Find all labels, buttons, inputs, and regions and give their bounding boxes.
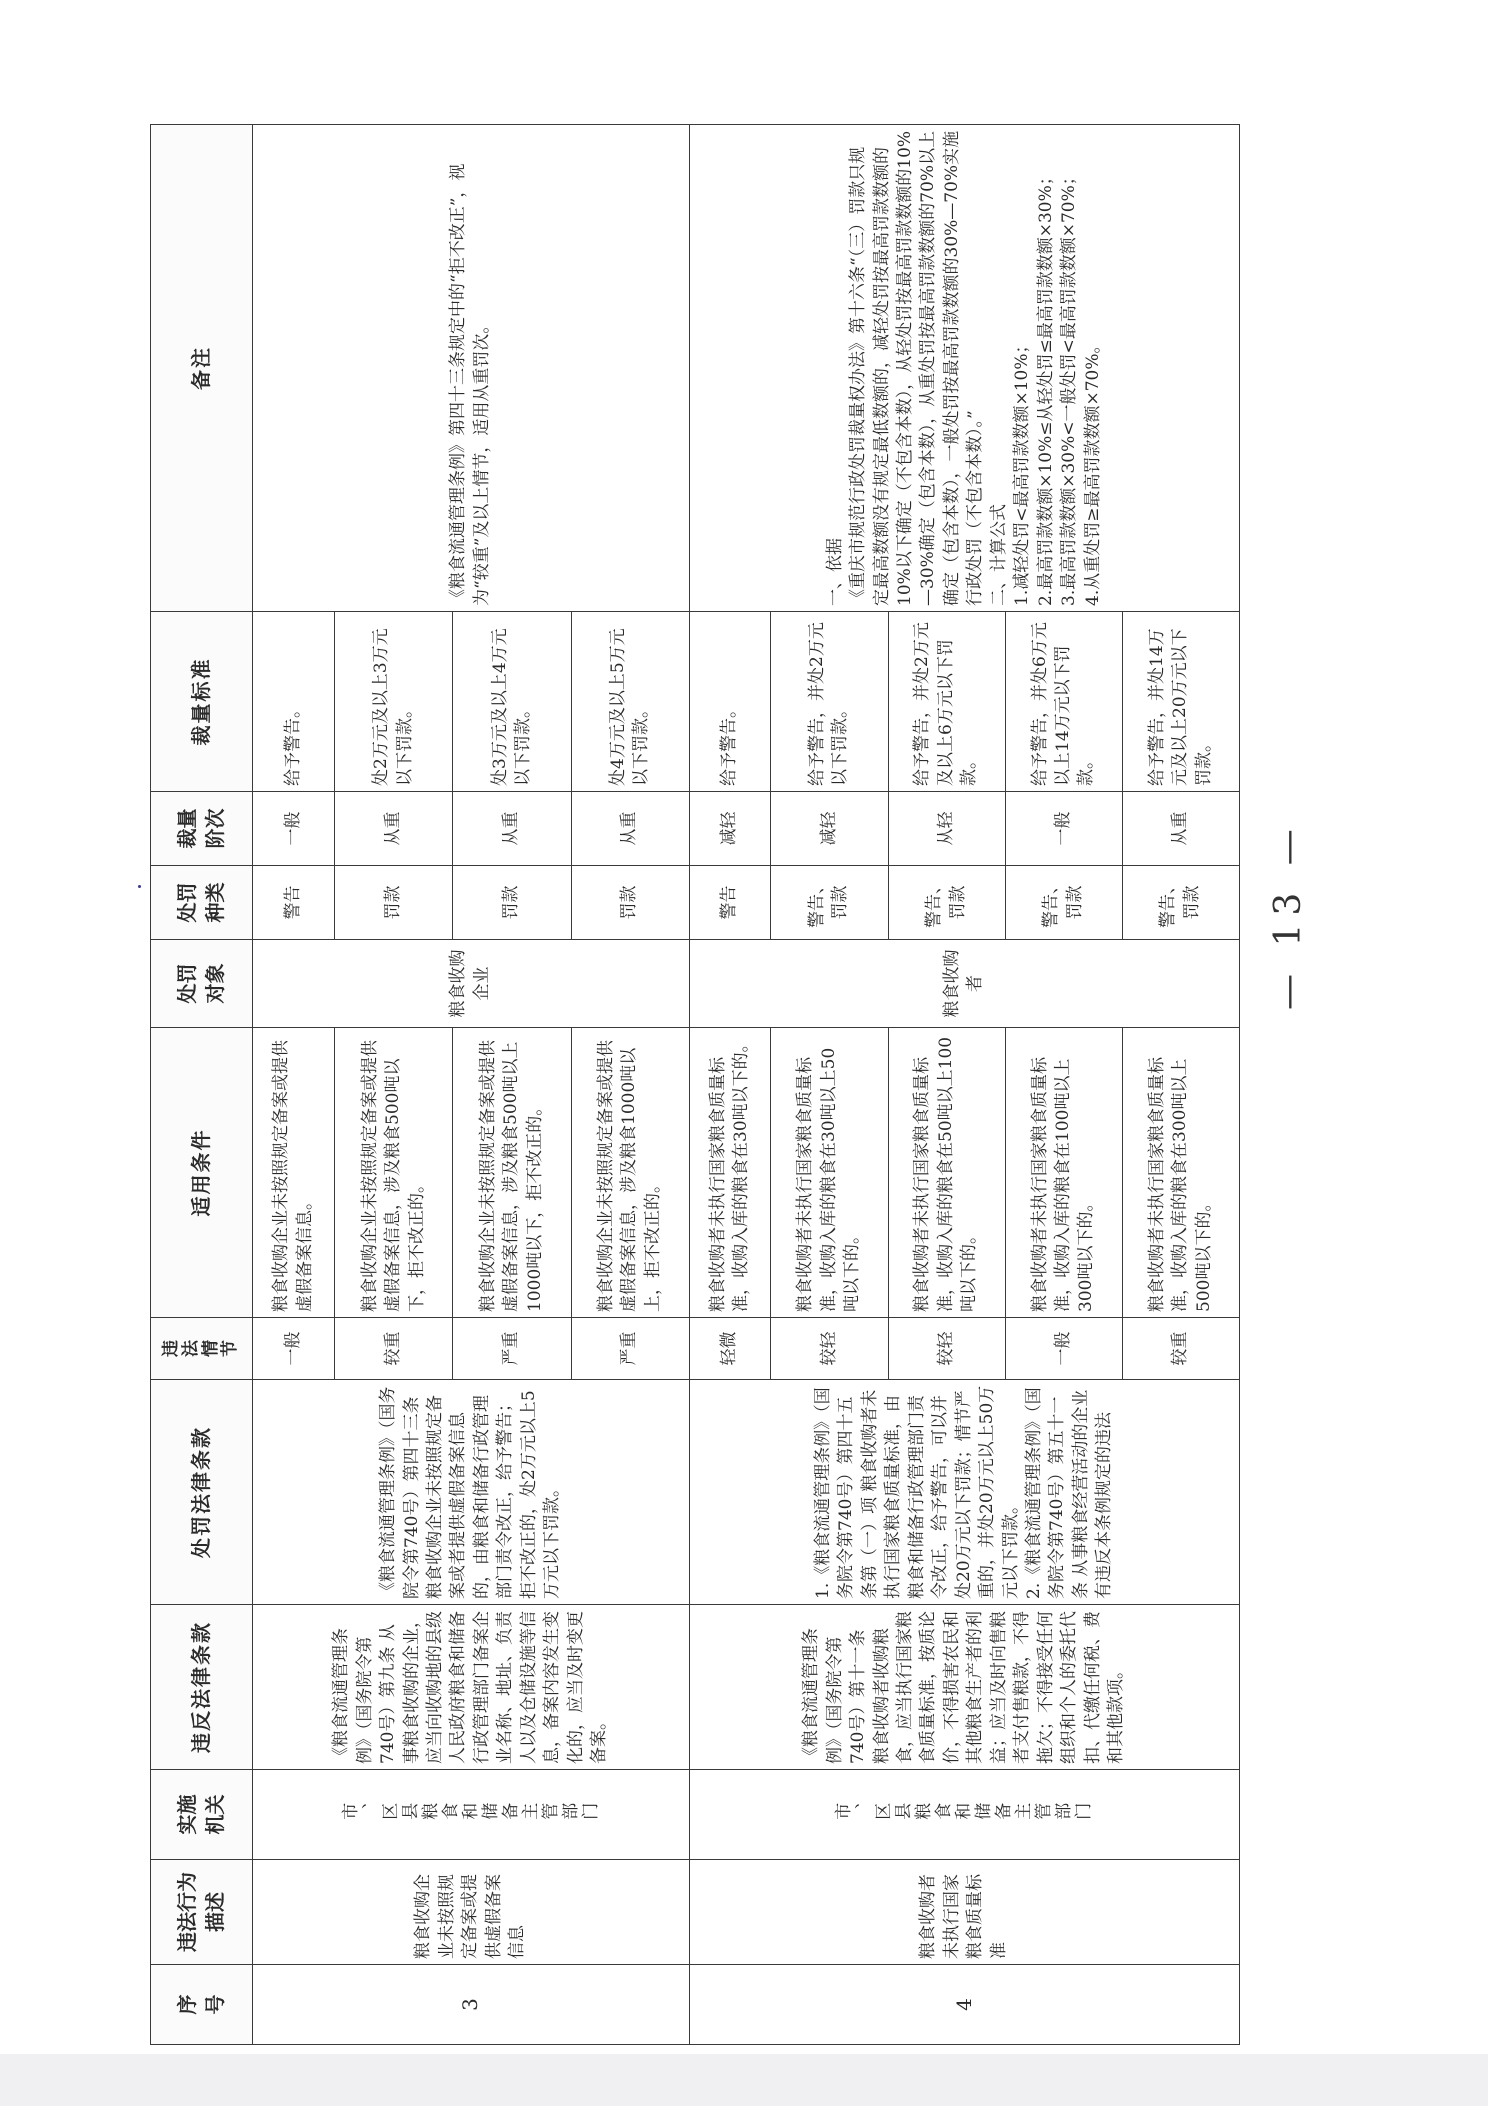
remarks-line: 4.从重处罚≥最高罚款数额×70%。 — [1082, 336, 1103, 606]
circumstance-cell: 较轻 — [771, 1318, 888, 1380]
violated-cell: 《粮食流通管理条例》（国务院令第740号）第十一条 粮食收购者收购粮食，应当执行国家粮食质量标准，按质论价，不得损害农民和其他粮食生产者的利益；应当及时向售粮者支付售粮款，不得拖欠；不得接受任何组织和个人的委托代扣、代缴任何税、费和其他款项。 — [689, 1605, 1239, 1770]
standard-cell: 给予警告，并处14万元及以上20万元以下罚款。 — [1122, 612, 1239, 792]
header-standard: 裁量标准 — [151, 612, 253, 792]
level-cell: 减轻 — [689, 792, 771, 866]
header-agency: 实施 机关 — [151, 1770, 253, 1860]
circumstance-cell: 较重 — [1122, 1318, 1239, 1380]
condition-cell: 粮食收购企业未按照规定备案或提供虚假备案信息，涉及粮食500吨以上1000吨以下，拒不改正的。 — [453, 1028, 571, 1318]
circumstance-cell: 轻微 — [689, 1318, 771, 1380]
level-cell: 从轻 — [888, 792, 1005, 866]
remarks-line: 3.最高罚款数额×30%<一般处罚<最高罚款数额×70%； — [1059, 168, 1080, 606]
remarks-line: 1.减轻处罚<最高罚款数额×10%； — [1012, 336, 1033, 606]
penalty-basis-cell: 《粮食流通管理条例》（国务院令第740号）第四十三条 粮食收购企业未按照规定备案或者提供虚假备案信息的，由粮食和储备行政管理部门责令改正，给予警告；拒不改正的，处2万元以上5万元以下罚款。 — [253, 1380, 690, 1605]
seq-cell: 4 — [689, 1965, 1239, 2045]
target-cell: 粮食收购企业 — [253, 940, 690, 1028]
type-cell: 警告 — [253, 866, 335, 940]
target-cell: 粮食收购者 — [689, 940, 1239, 1028]
level-cell: 从重 — [335, 792, 453, 866]
circumstance-cell: 严重 — [453, 1318, 571, 1380]
header-seq: 序 号 — [151, 1965, 253, 2045]
level-cell: 从重 — [1122, 792, 1239, 866]
header-violated: 违反法律条款 — [151, 1605, 253, 1770]
condition-cell: 粮食收购者未执行国家粮食质量标准，收购入库的粮食在50吨以上100吨以下的。 — [888, 1028, 1005, 1318]
level-cell: 从重 — [571, 792, 689, 866]
remarks-cell — [689, 125, 1239, 612]
standard-cell: 给予警告，并处2万元以下罚款。 — [771, 612, 888, 792]
penalty-basis-cell: 1.《粮食流通管理条例》（国务院令第740号）第四十五条第（一）项 粮食收购者未执行国家粮食质量标准，由粮食和储备行政管理部门责令改正，给予警告，可以并处20万元以下罚款；情节严重的，并处20万元以上50万元以下罚款。 2.《粮食流通管理条例》（国务院令第740号）第五十一条 从事粮食经营活动的企业有违反本条例规定的违法 — [689, 1380, 1239, 1605]
standard-cell: 给予警告，并处6万元以上14万元以下罚款。 — [1005, 612, 1122, 792]
circumstance-cell: 较轻 — [888, 1318, 1005, 1380]
rotated-table-wrapper — [150, 130, 1240, 2045]
remarks-line: 二、计算公式 — [988, 504, 1009, 606]
penalty-discretion-table — [150, 124, 1240, 2045]
agency-cell: 市、区县粮食和储备主管部门 — [689, 1770, 1239, 1860]
condition-cell: 粮食收购者未执行国家粮食质量标准，收购入库的粮食在100吨以上300吨以下的。 — [1005, 1028, 1122, 1318]
header-target: 处罚 对象 — [151, 940, 253, 1028]
circumstance-cell: 一般 — [253, 1318, 335, 1380]
condition-cell: 粮食收购企业未按照规定备案或提供虚假备案信息，涉及粮食500吨以下，拒不改正的。 — [335, 1028, 453, 1318]
header-penalty-basis: 处罚法律条款 — [151, 1380, 253, 1605]
header-circumstance: 违 法 情 节 — [151, 1318, 253, 1380]
page-number: — 13 — — [1268, 821, 1309, 1010]
violated-cell: 《粮食流通管理条例》（国务院令第740号）第九条 从事粮食收购的企业，应当向收购地的县级人民政府粮食和储备行政管理部门备案企业名称、地址、负责人以及仓储设施等信息，备案内容发生变化的，应当及时变更备案。 — [253, 1605, 690, 1770]
desc-cell: 粮食收购企业未按照规定备案或提供虚假备案信息 — [253, 1860, 690, 1965]
circumstance-cell: 较重 — [335, 1318, 453, 1380]
agency-cell: 市、区县粮食和储备主管部门 — [253, 1770, 690, 1860]
remarks-line: 2.最高罚款数额×10%≤从轻处罚≤最高罚款数额×30%； — [1035, 168, 1056, 606]
level-cell: 一般 — [253, 792, 335, 866]
standard-cell: 给予警告。 — [689, 612, 771, 792]
remarks-line: 《重庆市规范行政处罚裁量权办法》第十六条“（三）罚款只规定最高数额没有规定最低数额的，减轻处罚按最高罚款数额的10%以下确定（不包含本数），从轻处罚按最高罚款数额的10%—30%确定（包含本数），从重处罚按最高罚款数额的70%以上确定（包含本数），一般处罚按最高罚款数额的30%—70%实施行政处罚（不包含本数）。” — [848, 130, 986, 606]
header-level: 裁量 阶次 — [151, 792, 253, 866]
type-cell: 警告、罚款 — [1122, 866, 1239, 940]
condition-cell: 粮食收购企业未按照规定备案或提供虚假备案信息，涉及粮食1000吨以上，拒不改正的。 — [571, 1028, 689, 1318]
header-remarks: 备注 — [151, 125, 253, 612]
type-cell: 警告、罚款 — [771, 866, 888, 940]
level-cell: 一般 — [1005, 792, 1122, 866]
scan-bottom-band — [0, 2054, 1488, 2106]
scan-speck — [138, 885, 141, 888]
standard-cell: 给予警告，并处2万元及以上6万元以下罚款。 — [888, 612, 1005, 792]
type-cell: 警告、罚款 — [1005, 866, 1122, 940]
level-cell: 减轻 — [771, 792, 888, 866]
type-cell: 罚款 — [571, 866, 689, 940]
standard-cell: 处3万元及以上4万元以下罚款。 — [453, 612, 571, 792]
remarks-line: 一、依据 — [824, 538, 845, 606]
seq-cell: 3 — [253, 1965, 690, 2045]
condition-cell: 粮食收购者未执行国家粮食质量标准，收购入库的粮食在30吨以上50吨以下的。 — [771, 1028, 888, 1318]
header-type: 处罚 种类 — [151, 866, 253, 940]
level-cell: 从重 — [453, 792, 571, 866]
standard-cell: 处2万元及以上3万元以下罚款。 — [335, 612, 453, 792]
header-conditions: 适用条件 — [151, 1028, 253, 1318]
desc-cell: 粮食收购者未执行国家粮食质量标准 — [689, 1860, 1239, 1965]
type-cell: 警告 — [689, 866, 771, 940]
header-row — [151, 125, 253, 2045]
type-cell: 警告、罚款 — [888, 866, 1005, 940]
table-row — [689, 125, 771, 2045]
standard-cell: 给予警告。 — [253, 612, 335, 792]
circumstance-cell: 严重 — [571, 1318, 689, 1380]
condition-cell: 粮食收购者未执行国家粮食质量标准，收购入库的粮食在300吨以上500吨以下的。 — [1122, 1028, 1239, 1318]
type-cell: 罚款 — [453, 866, 571, 940]
circumstance-cell: 一般 — [1005, 1318, 1122, 1380]
standard-cell: 处4万元及以上5万元以下罚款。 — [571, 612, 689, 792]
type-cell: 罚款 — [335, 866, 453, 940]
condition-cell: 粮食收购者未执行国家粮食质量标准，收购入库的粮食在30吨以下的。 — [689, 1028, 771, 1318]
table-row — [253, 125, 335, 2045]
remarks-cell: 《粮食流通管理条例》第四十三条规定中的“拒不改正”，视为“较重”及以上情节，适用从重罚次。 — [253, 125, 690, 612]
condition-cell: 粮食收购企业未按照规定备案或提供虚假备案信息。 — [253, 1028, 335, 1318]
header-desc: 违法行为 描述 — [151, 1860, 253, 1965]
